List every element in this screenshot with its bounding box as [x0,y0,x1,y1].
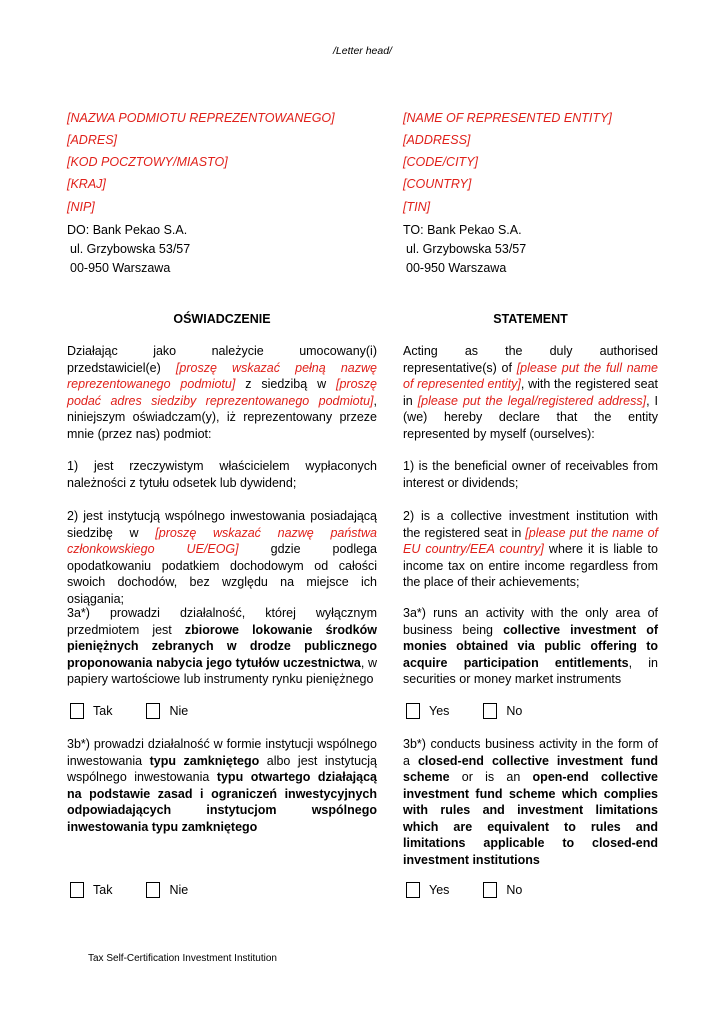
left-point-3a-text: , w papiery wartościowe lub instrumenty rynku pieniężnego [67,655,377,686]
right-point-2-text: where it is liable to income tax on entire income regardless from the place of their achievements; [403,542,658,589]
left-point-3a-bold: zbiorowe lokowanie środków pieniężnych zebranych w drodze publicznego proponowania nabycia jego tytułów uczestnictwa [67,622,377,670]
right-3a-options [406,703,522,719]
left-header-entity-name: [NAZWA PODMIOTU REPREZENTOWANEGO] [67,111,335,125]
right-3b-yes-label: Yes [429,883,450,897]
left-3a-no-checkbox[interactable] [146,703,160,719]
right-3b-no-checkbox[interactable] [483,882,497,898]
right-point-1: 1) is the beneficial owner of receivables from interest or dividends; [403,459,658,490]
right-point-3b-bold: open-end collective investment fund scheme which complies with rules and investment limitations which are equivalent to rules and limitations applicable to closed-end investment institutions [403,770,658,867]
right-3a-yes-checkbox[interactable] [406,703,420,719]
left-point-3a [67,605,377,688]
letterhead: /Letter head/ [333,45,392,57]
right-intro-text: Acting as the duly authorised representative(s) of [403,344,658,375]
left-address-line: DO: Bank Pekao S.A. [67,223,188,237]
left-3a-yes-label: Tak [93,704,113,718]
right-3a-no-checkbox[interactable] [483,703,497,719]
left-title: OŚWIADCZENIE [173,312,271,326]
left-point-2-text: gdzie podlega opodatkowaniu podatkiem dochodowym od całości swoich dochodów, bez względu na miejsce ich osiągania; [67,542,377,606]
left-address-line: ul. Grzybowska 53/57 [70,242,191,256]
left-point-3b-text: albo jest instytucją wspólnego inwestowania [67,753,378,784]
left-3a-options [70,703,188,719]
footer: Tax Self-Certification Investment Institution [88,953,277,964]
left-address-line: 00-950 Warszawa [70,261,171,275]
left-point-3b-bold: typu zamkniętego [149,753,260,768]
right-3b-yes-checkbox[interactable] [406,882,420,898]
right-address-line: ul. Grzybowska 53/57 [406,242,527,256]
right-header-country: [COUNTRY] [403,177,472,191]
right-point-3a [403,605,658,688]
right-point-2-placeholder-country: [please put the name of EU country/EEA country] [403,525,658,556]
right-3b-options [406,882,522,898]
right-header-code-city: [CODE/CITY] [403,155,479,169]
right-title: STATEMENT [493,312,568,326]
left-point-2 [67,508,377,607]
right-header-tin: [TIN] [403,200,431,214]
right-header-entity-name: [NAME OF REPRESENTED ENTITY] [403,111,612,125]
left-intro-text: , niniejszym oświadczam(y), iż reprezentowany przeze mnie (przez nas) podmiot: [67,393,377,441]
right-point-3a-bold: collective investment of monies obtained via public offering to acquire participation entitlements [403,622,658,670]
left-point-1: 1) jest rzeczywistym właścicielem wypłaconych należności z tytułu odsetek lub dywidend; [67,459,377,490]
right-intro-placeholder-address: [please put the legal/registered address] [417,393,647,408]
right-3a-yes-label: Yes [429,704,450,718]
left-header-tin: [NIP] [67,200,95,214]
left-point-3b-bold: typu otwartego działającą na podstawie zasad i ograniczeń inwestycyjnych odpowiadających instytucjom wspólnego inwestowania typu zamkniętego [67,770,377,834]
left-intro-paragraph [67,343,377,442]
left-point-2-placeholder-country: [proszę wskazać nazwę państwa członkowskiego UE/EOG] [67,525,378,556]
right-point-3b-text: 3b*) conducts business activity in the form of a [403,737,658,768]
right-point-3b-text: or is an [449,770,533,784]
left-3b-yes-label: Tak [93,883,113,897]
right-address [403,221,526,278]
left-3a-no-label: Nie [169,704,189,718]
right-point-3a-text: 3a*) runs an activity with the only area of business being [403,606,658,637]
right-address-line: TO: Bank Pekao S.A. [403,223,522,237]
right-point-3b-bold: closed-end collective investment fund scheme [403,753,658,784]
right-intro-placeholder-name: [please put the full name of represented entity] [403,360,658,391]
right-point-2 [403,508,658,591]
left-3b-no-label: Nie [169,883,189,897]
left-point-2-text: 2) jest instytucją wspólnego inwestowania posiadającą siedzibę w [67,509,377,540]
left-3b-yes-checkbox[interactable] [70,882,84,898]
right-point-3a-text: , in securities or money market instruments [403,655,658,686]
left-intro-text: z siedzibą w [235,377,336,391]
left-intro-text: Działając jako należycie umocowany(i) przedstawiciel(e) [67,344,377,375]
left-header-country: [KRAJ] [67,177,106,191]
right-address-line: 00-950 Warszawa [406,261,507,275]
left-point-3b [67,736,377,835]
right-point-2-text: 2) is a collective investment institution with the registered seat in [403,509,658,540]
right-header-address: [ADDRESS] [403,133,471,147]
left-header-code-city: [KOD POCZTOWY/MIASTO] [67,155,228,169]
left-intro-placeholder-address: [proszę podać adres siedziby reprezentowanego podmiotu] [67,377,377,408]
right-intro-text: , with the registered seat in [403,377,658,408]
right-intro-text: , I (we) hereby declare that the entity represented by myself (ourselves): [403,393,658,441]
left-3a-yes-checkbox[interactable] [70,703,84,719]
left-address [67,221,190,278]
left-point-3a-text: 3a*) prowadzi działalność, której wyłącznym przedmiotem jest [67,606,377,637]
right-intro-paragraph [403,343,658,442]
left-intro-placeholder-name: [proszę wskazać pełną nazwę reprezentowanego podmiotu] [67,360,377,391]
left-header-address: [ADRES] [67,133,118,147]
left-3b-options [70,882,188,898]
right-3a-no-label: No [506,704,523,718]
right-3b-no-label: No [506,883,523,897]
left-point-3b-text: 3b*) prowadzi działalność w formie instytucji wspólnego inwestowania [67,737,377,768]
right-point-3b [403,736,658,868]
left-3b-no-checkbox[interactable] [146,882,160,898]
